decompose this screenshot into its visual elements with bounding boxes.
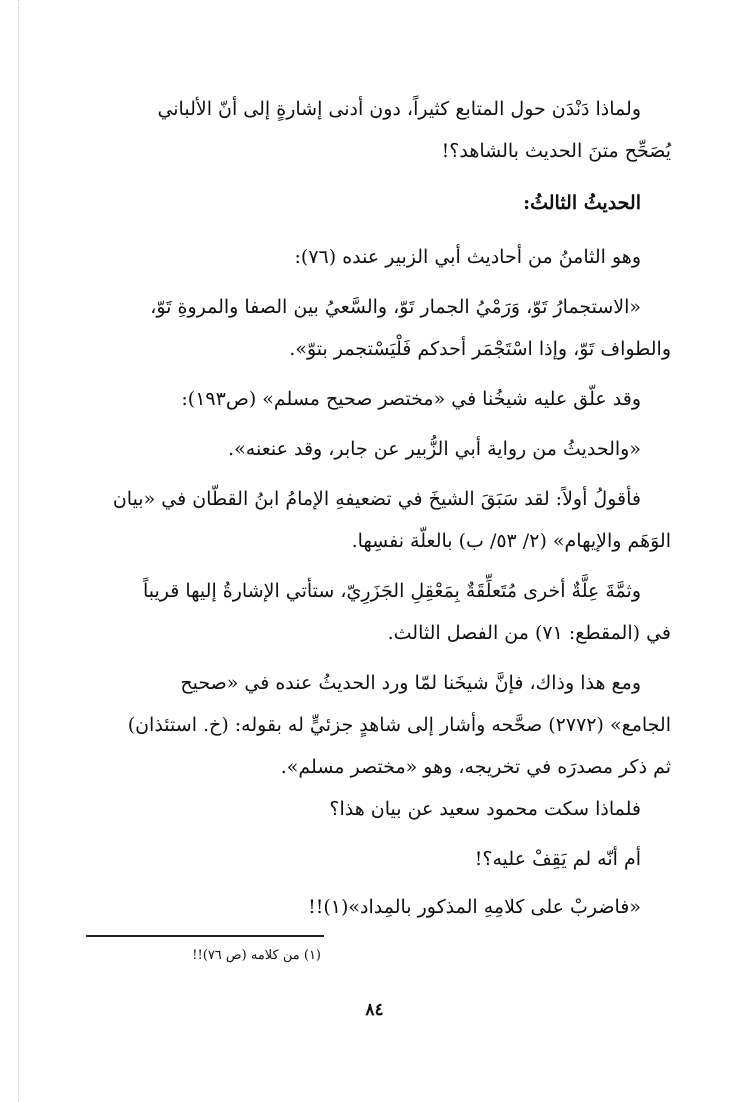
paragraph-10-block: [71, 838, 671, 880]
paragraph-quote-abu-zubair: «والحديثُ من رواية أبي الزُّبير عن جابر، وقد عنعنه».: [228, 438, 641, 460]
paragraph-sahih-jami: ومع هذا وذاك، فإنَّ شيخَنا لمّا ورد الحديثُ عنده في «صحيح الجامع» (٢٧٧٢) صحَّحه وأشار إلى شاهدٍ جزئيٍّ له بقوله: (خ. استئذان) ثم ذكر مصدرَه في تخريجه، وهو «مختصر مسلم».: [127, 672, 671, 778]
footnote: [71, 946, 671, 966]
paragraph-hadith-text: «الاستجمارُ تَوّ، وَرَمْيُ الجمار تَوّ، والسَّعيُ بين الصفا والمروةِ تَوّ، والطواف تَوّ، وإذا اسْتَجْمَر أحدكم فَلْيَسْتجمر بتوّ».: [150, 296, 671, 360]
paragraph-11-block: [71, 886, 671, 928]
page-number: ٨٤: [365, 1000, 384, 1020]
paragraph-2-block: [71, 236, 671, 278]
paragraph-first-point: فأقولُ أولاً: لقد سَبَقَ الشيخَ في تضعيفهِ الإمامُ ابنُ القطّان في «بيان الوَهَم والإيهام» (٢/ ٥٣/ ب) بالعلّة نفسِها.: [112, 488, 671, 552]
paragraph-4-block: [71, 378, 671, 420]
footnote-text: (١) من كلامه (ص ٧٦)!!: [192, 948, 321, 963]
paragraph-sheikh-comment: وقد علّق عليه شيخُنا في «مختصر صحيح مسلم» (ص١٩٣):: [181, 388, 641, 410]
paragraph-3-block: [71, 286, 671, 370]
footnote-separator: [86, 935, 324, 937]
paragraph-5-block: [71, 428, 671, 470]
paragraph-6-block: [71, 478, 671, 562]
paragraph-another-defect: وثمَّةَ عِلَّةٌ أخرى مُتَعلِّقَةٌ بِمَعْقِلِ الجَزَرِيّ، ستأتي الإشارةُ إليها قريباً في (المقطع: ٧١) من الفصل الثالث.: [142, 580, 671, 644]
section-heading-block: [71, 182, 671, 224]
paragraph-strike-ink: «فاضربْ على كلامِهِ المذكور بالمِداد»(١)!!: [308, 896, 641, 918]
paragraph-9-block: [71, 788, 671, 830]
paragraph-1: [71, 88, 671, 172]
scan-edge-artifact: [18, 0, 19, 1102]
paragraph-eighth-hadith: وهو الثامنُ من أحاديث أبي الزبير عنده (٧٦):: [294, 246, 641, 268]
paragraph-8-block: [71, 662, 671, 788]
heading-third-hadith: الحديثُ الثالثُ:: [523, 192, 641, 214]
paragraph-why-silent: فلماذا سكت محمود سعيد عن بيان هذا؟: [329, 798, 641, 820]
paragraph-did-not-find: أم أنّه لم يَقِفْ عليه؟!: [474, 848, 641, 870]
paragraph-7-block: [71, 570, 671, 654]
paragraph-dandana: ولماذا دَنْدَن حول المتابع كثيراً، دون أدنى إشارةٍ إلى أنّ الألباني يُصَحِّح متنَ الحديث بالشاهد؟!: [157, 98, 671, 162]
